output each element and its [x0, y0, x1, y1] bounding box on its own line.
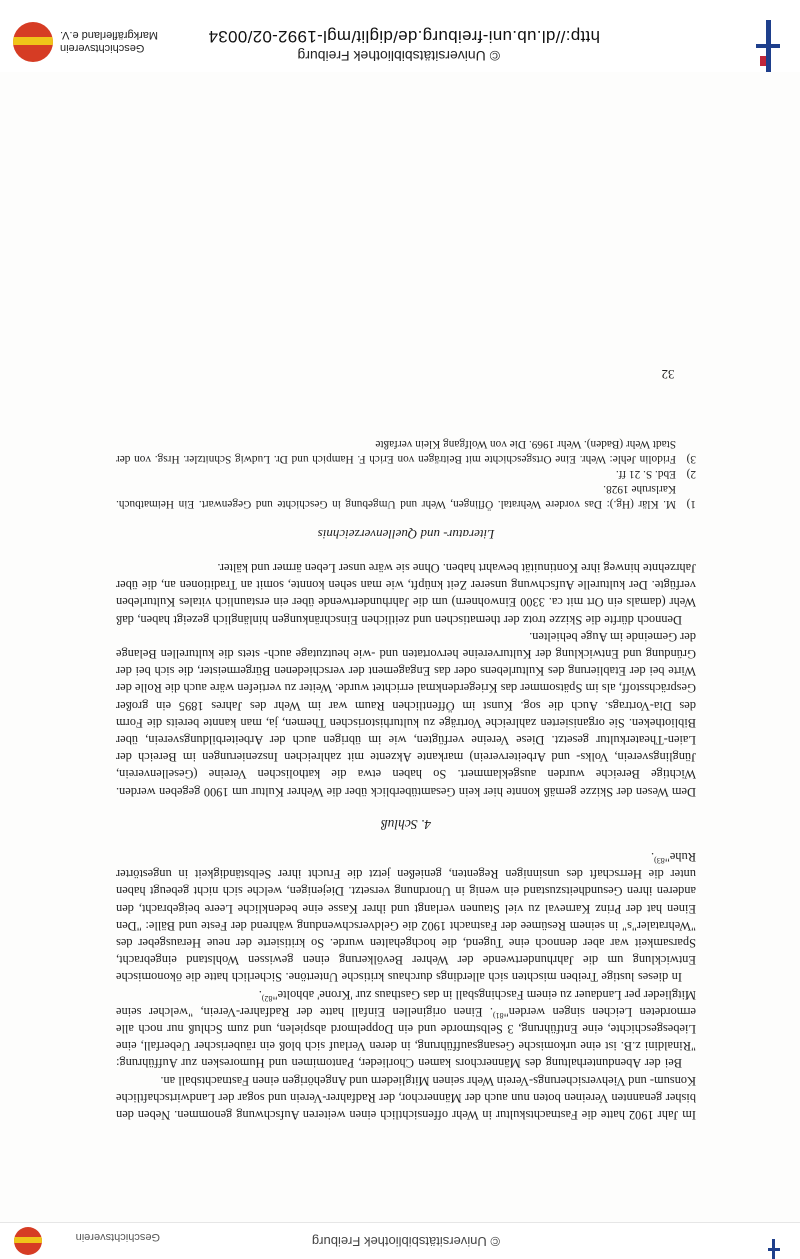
- reference-number: 3): [686, 452, 696, 465]
- reference-number: 1): [686, 498, 696, 511]
- footnote-ref: 81): [492, 1010, 504, 1020]
- paragraph-text: .: [651, 849, 655, 864]
- header-org-name: [60, 28, 170, 54]
- paragraph: Dem Wesen der Skizze gemäß konnte hier kein Gesamtüberblick über die Wehrer Kultur um 1900 gegeben werden. Wichtige Bereiche wurden ausgeklammert. So haben etwa die katholischen Vereine (Gesellenverein, Jünglingsverein, Volks- und Arbeiterverein) markante Akzente mit zahlreichen Inszenierungen im Bereich der Laien-Theaterkultur gesetzt. Diese Vereine verfügten, wie im übrigen auch der Arbeiterbildungsverein, über Bibliotheken. Sie organisierten zahlreiche Vorträge zu kulturhistorischen Themen, ja, man kannte bereits die Form des Dia-Vortrags. Auch die sog. Kunst im Öffentlichen Raum war im Wehr des Jahres 1895 ein großer Gesprächsstoff, als im Spätsommer das Kriegerdenkmal errichtet wurde. Weiter zu vertiefen wäre auch die Rolle der Wirte bei der Etablierung des Kulturlebens oder das Engagement der verschiedenen Bürgermeister, die sich bei der Gründung und Entwicklung der Kulturvereine hervortaten und -wie heutzutage auch- stets die kulturellen Belange der Gemeinde im Auge behielten.: [116, 629, 696, 799]
- header-org-line: Geschichtsverein: [60, 42, 145, 54]
- footnote-ref: 83): [654, 856, 665, 866]
- reference-number: 2): [686, 468, 696, 481]
- reference-item: [116, 435, 696, 465]
- document-url[interactable]: http://dl.ub.uni-freiburg.de/diglit/mgl-1992-02/0034: [208, 27, 600, 46]
- footer-org-line: Geschichtsverein: [75, 1231, 160, 1243]
- footer-credit: © Universitätsbibliothek Freiburg: [311, 1234, 500, 1249]
- paragraph-text: . Einen originellen Einfall hatte der Radfahrer-Verein, "welcher seine Mitglieder per Landauer zu einem Faschingsball in das Gasthaus zur 'Krone' abholte": [116, 987, 696, 1019]
- references-heading: Literatur- und Quellenverzeichnis: [317, 526, 495, 542]
- reference-item: [116, 466, 696, 481]
- page-number: 32: [661, 367, 675, 383]
- header-bar: [0, 0, 800, 72]
- paragraph: [116, 848, 696, 986]
- paragraph: Im Jahr 1902 hatte die Fastnachtskultur in Wehr offensichtlich einen weiteren Aufschwung genommen. Neben den bisher genannten Vereinen boten nun auch der Männerchor, der Radfahrer-Verein und sogar der Landwirtschaftliche Konsum- und Viehversicherungs-Verein Wehr seinen Mitgliedern und Angehörigen einen Fastnachtsball an.: [116, 1073, 696, 1122]
- footer-org-name: [76, 1230, 160, 1243]
- coat-of-arms-icon: [13, 22, 53, 62]
- paragraph-text: .: [258, 987, 262, 1002]
- reference-text: Fridolin Jehle: Wehr. Eine Ortsgeschichte mit Beiträgen von Erich F. Hampich und Dr. Ludwig Schnitzler. Hrsg. von der Stadt Wehr (Baden). Wehr 1969. Die von Wolfgang Klein verfaßte: [116, 437, 676, 465]
- reference-text: Ebd. S. 21 ff.: [615, 468, 676, 481]
- library-logo-icon: [756, 20, 780, 72]
- library-logo-icon: [768, 1239, 780, 1259]
- header-credit: © Universitätsbibliothek Freiburg: [297, 48, 500, 64]
- document-text: [116, 366, 696, 1123]
- reference-list: [116, 435, 696, 511]
- section-heading: 4. Schluß: [380, 816, 432, 832]
- paragraph-text: Bei der Abendunterhaltung des Männerchors kamen Chorlieder, Pantomimen und Humoresken zur Aufführung: "Rinaldini z.B. ist eine urkomische Gesangsaufführung, in deren Verlauf sich bloß ein räuberischer Ueberfall, eine Liebesgeschichte, eine Entführung, 3 Selbstmorde und ein Doppelmord abspielen, und zum Schluß nur noch alle ermordeten Leichen singen werden": [116, 1004, 696, 1071]
- coat-of-arms-icon: [14, 1227, 42, 1255]
- paragraph: Dennoch dürfte die Skizze trotz der thematischen und zeitlichen Einschränkungen hinlänglich gezeigt haben, daß Wehr (damals ein Ort mit ca. 3300 Einwohnern) um die Jahrhundertwende über ein erstaunlich vitales Kulturleben verfügte. Der kulturelle Aufschwung unserer Zeit knüpft, wie man sehen konnte, somit an Traditionen an, die über Jahrzehnte hinweg ihre Kontinuität bewahrt haben. Ohne sie wäre unser Leben ärmer und kälter.: [116, 560, 696, 627]
- reference-item: [116, 481, 696, 511]
- footer-bar: [0, 1222, 800, 1259]
- paragraph: [116, 985, 696, 1071]
- paragraph-text: In dieses lustige Treiben mischten sich allerdings durchaus kritische Untertöne. Sicherlich hatte die ökonomische Entwicklung um die Jahrhundertwende der Wehrer Bevölkerung einen gewissen Wohlstand eingebracht, Sparsamkeit war aber dennoch eine Tugend, die hochgehalten wurde. So kritisierte der neue Herausgeber des "Wehrataler"s" in seinem Resümee der Fastnacht 1902 die Geldverschwendung während der Feste und Bälle: "Den Einen hat der Prinz Karneval zu viel Staunen verlangt und ihrer Kasse eine bedenkliche Leere beigebracht, den anderen ihren Gesundheitszustand ein wenig in Unordnung versetzt. Diejenigen, welche sich nicht gebeugt haben unter die Herrschaft des unsinnigen Regenten, genießen jetzt die Frucht ihrer Selbständigkeit in ungestörter Ruhe": [116, 849, 696, 985]
- reference-text: M. Klär (Hg.): Das vordere Wehratal. Öflingen, Wehr und Umgebung in Geschichte und Gegenwart. Ein Heimatbuch. Karlsruhe 1928.: [116, 483, 676, 511]
- header-org-line: Markgräflerland e.V.: [60, 29, 159, 41]
- footnote-ref: 82): [261, 993, 273, 1003]
